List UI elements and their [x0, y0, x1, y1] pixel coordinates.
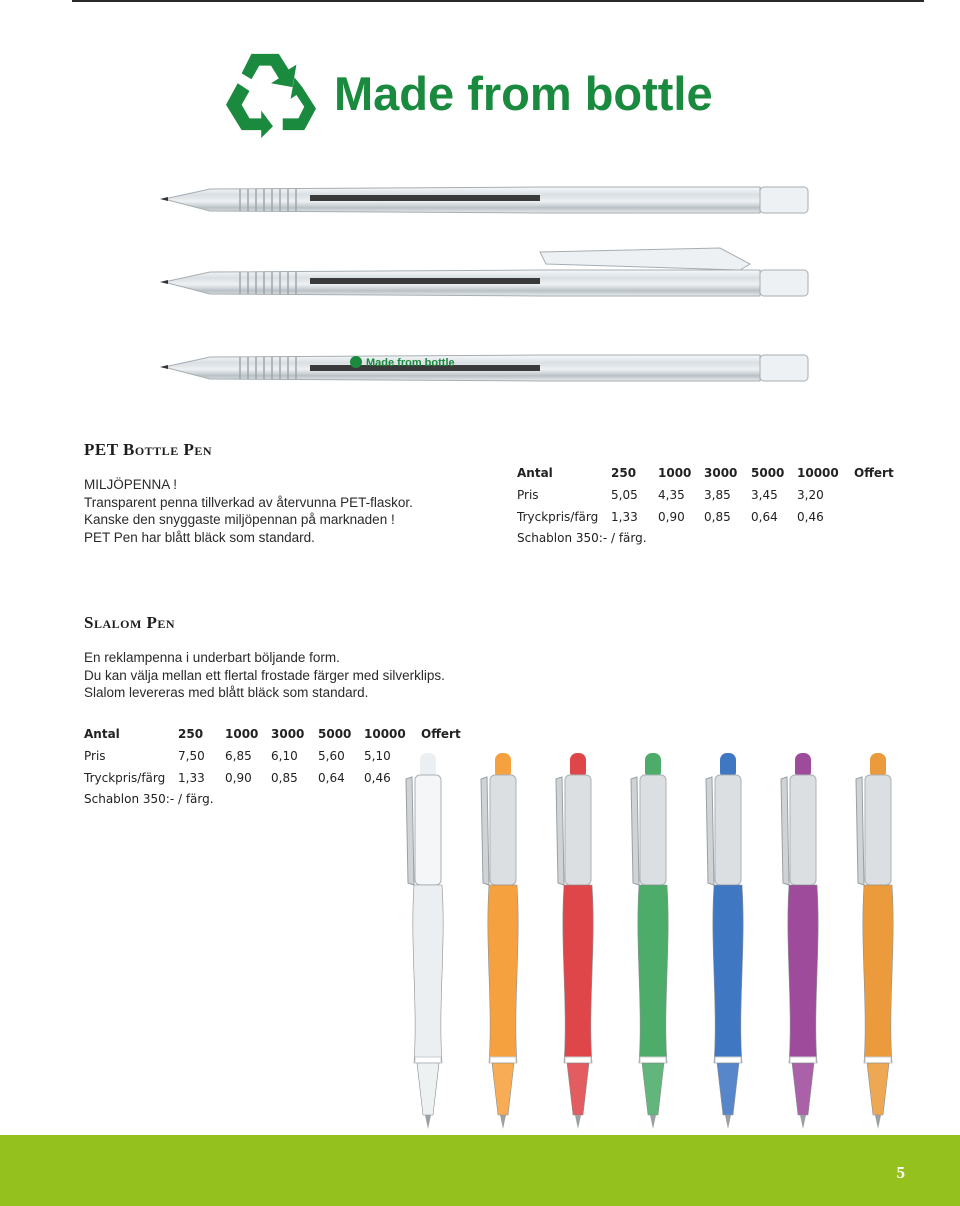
slalom-pen-title: Slalom Pen — [84, 613, 176, 632]
slalom-pen-5 — [706, 753, 743, 1129]
pet-pen-2 — [160, 248, 808, 296]
slalom-pen-schablon-note: Schablon 350:- / färg. — [84, 792, 214, 806]
table-header: Offert — [854, 466, 894, 480]
slalom-pen-desc-line: En reklampenna i underbart böljande form. — [84, 650, 340, 665]
table-cell: 0,64 — [318, 771, 345, 785]
table-cell: 6,85 — [225, 749, 252, 763]
table-cell — [854, 484, 899, 506]
table-header: 5000 — [751, 466, 785, 480]
page-headline: Made from bottle — [334, 67, 713, 120]
table-cell: 3,45 — [751, 488, 778, 502]
slalom-pen-description — [84, 649, 445, 702]
table-header: 250 — [178, 727, 204, 741]
slalom-pen-desc-line: Du kan välja mellan ett flertal frostade färger med silverklips. — [84, 667, 445, 683]
slalom-pen-1 — [406, 753, 443, 1129]
table-cell: 3,85 — [704, 488, 731, 502]
pet-pen-schablon-note: Schablon 350:- / färg. — [517, 531, 647, 545]
table-cell: 1,33 — [178, 771, 205, 785]
table-cell: 0,46 — [364, 771, 391, 785]
table-cell: 0,46 — [797, 510, 824, 524]
table-row — [517, 484, 899, 506]
pet-pen-1 — [160, 187, 808, 213]
recycle-icon — [222, 48, 320, 138]
table-cell — [854, 506, 899, 528]
table-cell: Pris — [517, 488, 539, 502]
table-header: 3000 — [271, 727, 305, 741]
table-cell: 0,90 — [225, 771, 252, 785]
table-header: Antal — [517, 466, 553, 480]
pet-pen-desc-line: MILJÖPENNA ! — [84, 477, 178, 492]
table-header-row — [517, 462, 899, 484]
slalom-pen-6 — [781, 753, 818, 1129]
table-cell: Pris — [84, 749, 106, 763]
table-cell: 5,10 — [364, 749, 391, 763]
table-cell: 0,90 — [658, 510, 685, 524]
table-cell: 4,35 — [658, 488, 685, 502]
footer-bar — [0, 1135, 960, 1206]
pet-pen-title: PET Bottle Pen — [84, 440, 212, 459]
slalom-pen-3 — [556, 753, 593, 1129]
table-cell: Tryckpris/färg — [517, 510, 599, 524]
top-rule — [72, 0, 924, 2]
pet-pen-price-table — [517, 462, 899, 528]
table-cell: 0,85 — [271, 771, 298, 785]
table-header: Offert — [421, 727, 461, 741]
table-row — [517, 506, 899, 528]
table-cell: 7,50 — [178, 749, 205, 763]
table-cell: 5,05 — [611, 488, 638, 502]
table-header-row — [84, 723, 466, 745]
table-cell: 0,64 — [751, 510, 778, 524]
table-header: 1000 — [658, 466, 692, 480]
table-header: 250 — [611, 466, 637, 480]
slalom-pen-image — [400, 745, 940, 1135]
pet-pen-desc-line: Kanske den snyggaste miljöpennan på marknaden ! — [84, 512, 395, 527]
table-cell: Tryckpris/färg — [84, 771, 166, 785]
slalom-pen-7 — [856, 753, 893, 1129]
table-header: 1000 — [225, 727, 259, 741]
table-header: 10000 — [364, 727, 406, 741]
table-header: 10000 — [797, 466, 839, 480]
table-cell: 5,60 — [318, 749, 345, 763]
pet-pen-desc-line: Transparent penna tillverkad av återvunna PET-flaskor. — [84, 494, 413, 510]
slalom-pen-2 — [481, 753, 518, 1129]
table-cell: 6,10 — [271, 749, 298, 763]
pet-pen-3 — [160, 355, 808, 381]
table-header: 5000 — [318, 727, 352, 741]
pet-pen-image — [160, 165, 820, 410]
page-number: 5 — [896, 1163, 905, 1182]
table-cell: 3,20 — [797, 488, 824, 502]
pet-pen-imprint: Made from bottle — [366, 357, 455, 369]
slalom-pen-desc-line: Slalom levereras med blått bläck som standard. — [84, 685, 369, 700]
slalom-pen-4 — [631, 753, 668, 1129]
table-cell: 0,85 — [704, 510, 731, 524]
table-header: Antal — [84, 727, 120, 741]
pet-pen-desc-line: PET Pen har blått bläck som standard. — [84, 529, 315, 545]
table-header: 3000 — [704, 466, 738, 480]
pet-pen-description — [84, 476, 413, 546]
table-cell: 1,33 — [611, 510, 638, 524]
